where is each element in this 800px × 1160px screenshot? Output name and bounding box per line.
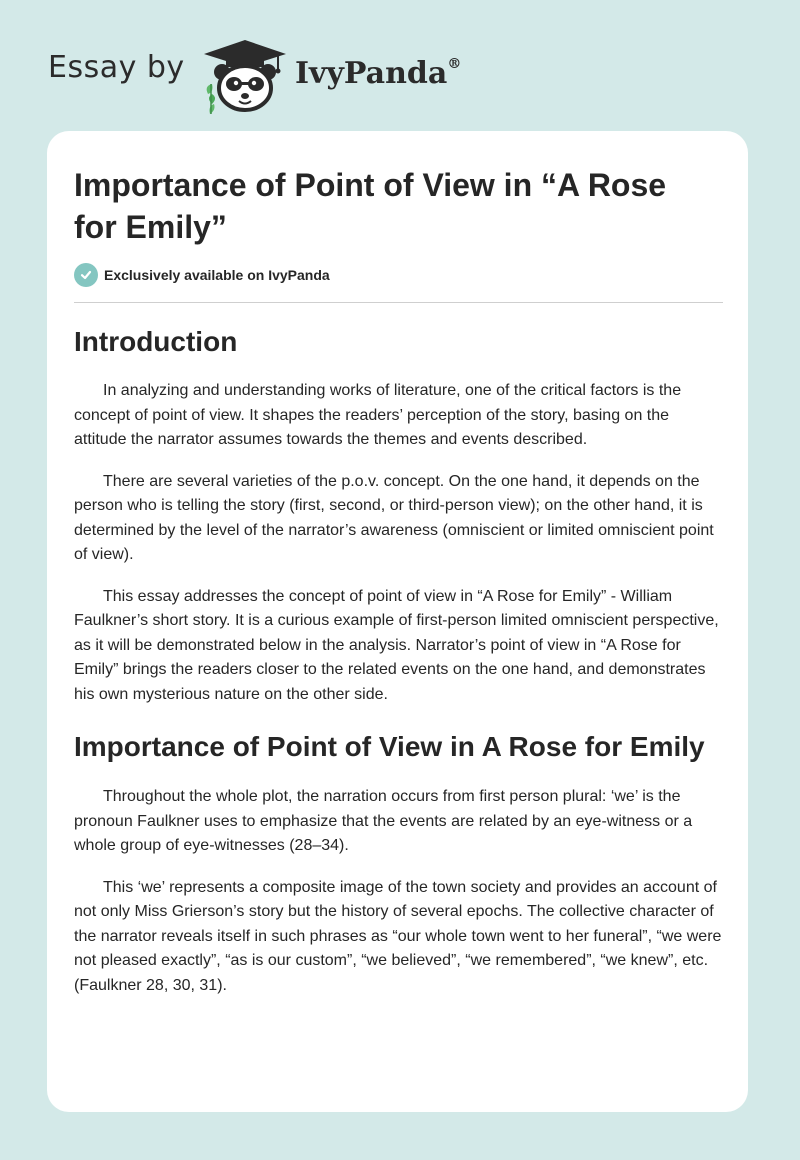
exclusive-badge [74,263,330,287]
paragraph: Throughout the whole plot, the narration occurs from first person plural: ‘we’ is the pronoun Faulkner uses to emphasize that the events are related by an eye-witness or a whole group of eye-witnesses (28–34). [74,788,693,854]
site-header [48,28,548,118]
section-heading-importance: Importance of Point of View in A Rose for Emily [74,731,705,762]
page-title: Importance of Point of View in “A Rose for Emily” [74,167,667,245]
section-heading-introduction: Introduction [74,326,238,357]
essay-by-label: Essay by [48,50,185,85]
checkmark-icon [74,263,98,287]
paragraph: This ‘we’ represents a composite image of the town society and provides an account of not only Miss Grierson’s story but the history of several epochs. The collective character of the narrator reveals itself in such phrases as “our whole town went to her funeral”, “we were not pleased exactly”, “as is our custom”, “we believed”, “we remembered”, “we knew”, etc. (Faulkner 28, 30, 31). [74,878,722,994]
brand-name[interactable]: IvyPanda® [295,56,462,91]
registered-mark: ® [447,56,462,72]
exclusive-label: Exclusively available on IvyPanda [104,267,330,283]
paragraph: This essay addresses the concept of point of view in “A Rose for Emily” - William Faulkner’s short story. It is a curious example of first-person limited omniscient perspective, as it will be demonstrated below in the analysis. Narrator’s point of view in “A Rose for Emily” brings the readers closer to the related events on the one hand, and demonstrates his own mysterious nature on the other side. [74,587,719,703]
essay-body [74,321,723,998]
essay-card [47,131,748,1112]
paragraph: There are several varieties of the p.o.v. concept. On the one hand, it depends on the person who is telling the story (first, second, or third-person view); on the other hand, it is determined by the level of the narrator’s awareness (omniscient or limited omniscient point of view). [74,472,714,563]
paragraph: In analyzing and understanding works of literature, one of the critical factors is the concept of point of view. It shapes the readers’ perception of the story, basing on the attitude the narrator assumes towards the themes and events described. [74,382,682,448]
divider [74,302,723,303]
ivypanda-logo-icon[interactable] [200,36,290,116]
